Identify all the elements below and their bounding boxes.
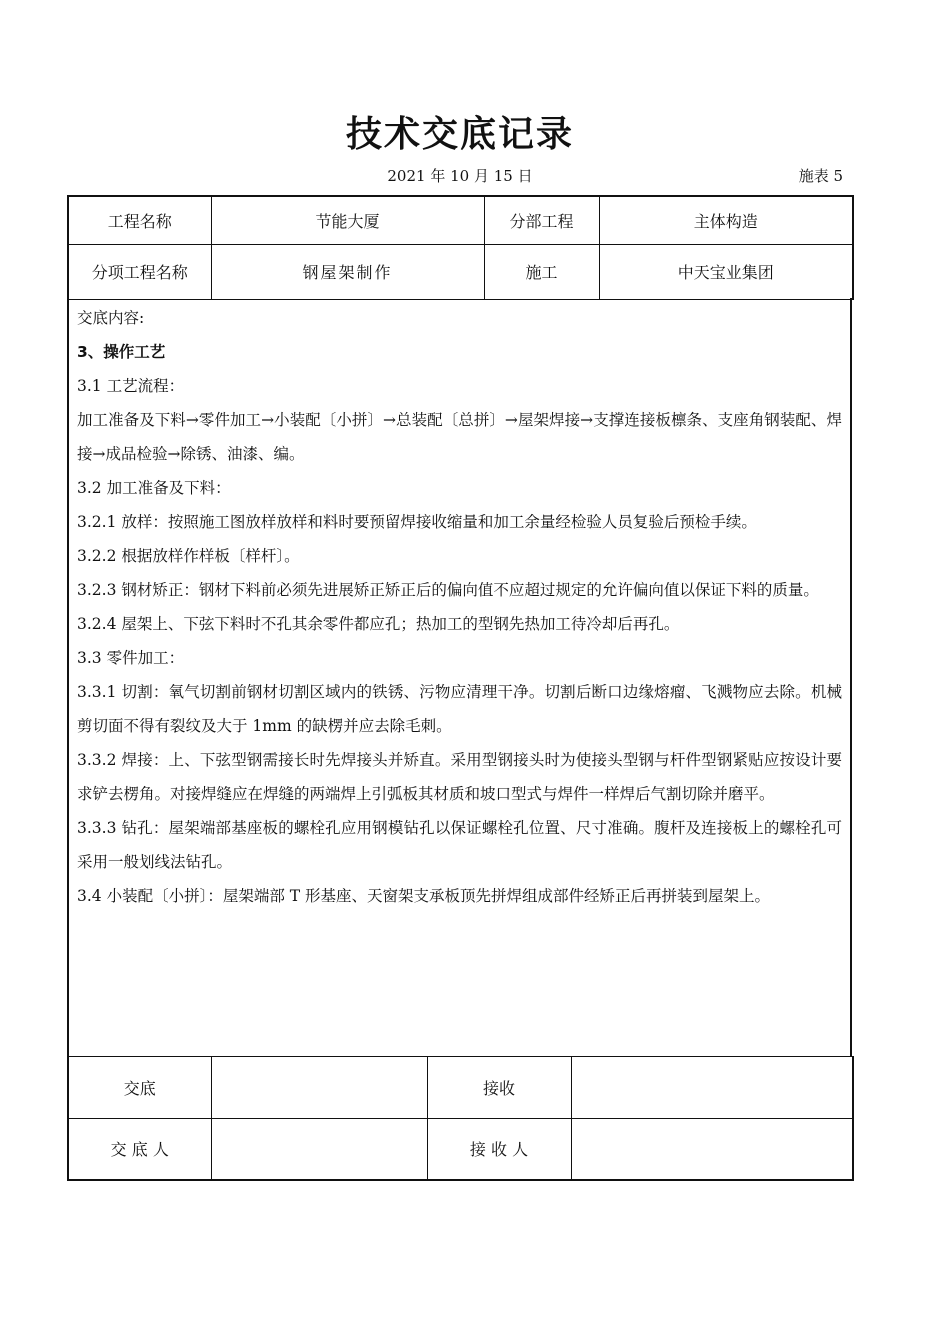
content-paragraph: 3.3.1 切割：氧气切割前钢材切割区域内的铁锈、污物应清理干净。切割后断口边缘熔瘤、飞溅物应去除。机械剪切面不得有裂纹及大于 1mm 的缺楞并应去除毛刺。 [77,683,842,735]
receive-label: 接收 [427,1057,571,1119]
construction-label: 施工 [484,244,599,299]
content-paragraph: 3.2.1 放样：按照施工图放样放样和料时要预留焊接收缩量和加工余量经检验人员复验后预检手续。 [77,513,757,531]
project-name-label: 工程名称 [68,196,211,244]
content-paragraph: 3.2.4 屋架上、下弦下料时不孔其余零件都应孔；热加工的型钢先热加工待冷却后再孔。 [77,615,680,633]
briefing-content [67,298,852,1056]
record-date: 2021 年 10 月 15 日 [387,167,533,185]
handover-person-label: 交 底 人 [68,1119,211,1180]
subitem-name-value: 钢屋架制作 [211,244,484,299]
signature-table [67,1056,854,1181]
receive-cell [571,1057,853,1119]
division-label: 分部工程 [484,196,599,244]
content-paragraph: 加工准备及下料→零件加工→小装配〔小拼〕→总装配〔总拼〕→屋架焊接→支撑连接板檩条、支座角钢装配、焊接→成品检验→除锈、油漆、编。 [77,411,842,463]
handover-person-signature [211,1119,427,1180]
content-paragraph: 3.3.2 焊接：上、下弦型钢需接长时先焊接头并矫直。采用型钢接头时为使接头型钢与杆件型钢紧贴应按设计要求铲去楞角。对接焊缝应在焊缝的两端焊上引弧板其材质和坡口型式与焊件一样焊后气割切除并磨平。 [77,751,842,803]
construction-value: 中天宝业集团 [599,244,853,299]
receiver-person-label: 接 收 人 [427,1119,571,1180]
content-label: 交底内容: [77,309,145,327]
handover-label: 交底 [68,1057,211,1119]
content-paragraph: 3.2.3 钢材矫正：钢材下料前必须先进展矫正矫正后的偏向值不应超过规定的允许偏向值以保证下料的质量。 [77,581,819,599]
division-value: 主体构造 [599,196,853,244]
section-heading: 3、操作工艺 [77,343,166,361]
content-paragraph: 3.3 零件加工： [77,649,185,667]
project-name-value: 节能大厦 [211,196,484,244]
header-table [67,195,854,300]
receiver-person-signature [571,1119,853,1180]
content-paragraph: 3.2.2 根据放样作样板〔样杆〕。 [77,547,300,565]
handover-cell [211,1057,427,1119]
content-paragraph: 3.3.3 钻孔：屋架端部基座板的螺栓孔应用钢模钻孔以保证螺栓孔位置、尺寸准确。腹杆及连接板上的螺栓孔可采用一般划线法钻孔。 [77,819,842,871]
content-paragraph: 3.2 加工准备及下料： [77,479,231,497]
content-paragraph: 3.4 小装配〔小拼〕：屋架端部 T 形基座、天窗架支承板顶先拼焊组成部件经矫正后再拼装到屋架上。 [77,887,771,905]
subitem-name-label: 分项工程名称 [68,244,211,299]
content-paragraph: 3.1 工艺流程： [77,377,185,395]
form-number: 施表 5 [798,167,843,185]
page-title: 技术交底记录 [345,114,574,155]
